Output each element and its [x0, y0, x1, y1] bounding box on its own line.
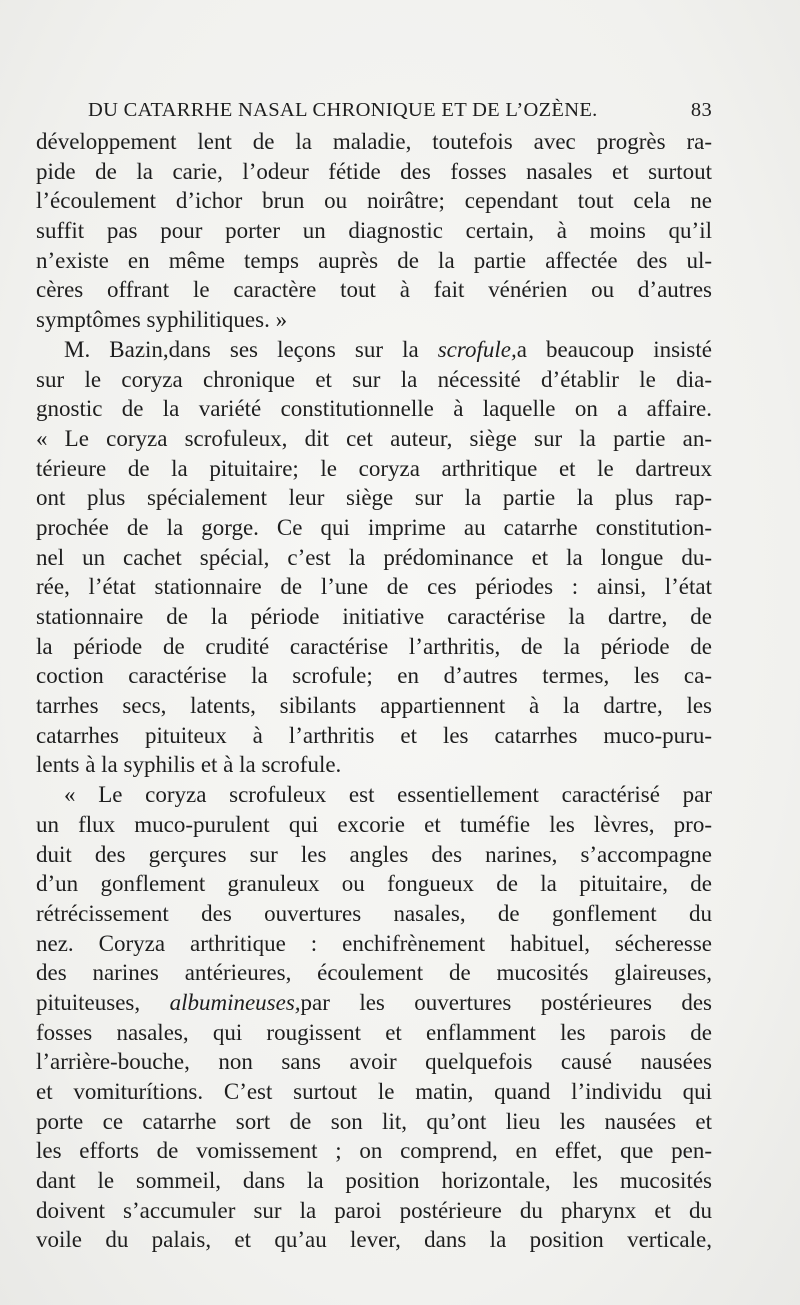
text-segment: par les ouvertures postérieures des: [300, 989, 712, 1015]
text-segment: pituiteuses,: [36, 989, 170, 1015]
text-line: et vomiturítions. C’est surtout le matin, quand l’individu qui: [36, 1079, 712, 1104]
text-line: pide de la carie, l’odeur fétide des fosses nasales et surtout: [36, 158, 712, 184]
text-line: l’arrière-bouche, non sans avoir quelquefois causé nausées: [36, 1049, 712, 1075]
text-line: symptômes syphilitiques. »: [36, 307, 288, 333]
text-line: rée, l’état stationnaire de l’une de ces périodes : ainsi, l’état: [36, 574, 712, 600]
text-line: stationnaire de la période initiative caractérise la dartre, de: [36, 604, 712, 629]
text-segment: a beaucoup insisté: [516, 336, 712, 362]
text-line: voile du palais, et qu’au lever, dans la position verticale,: [36, 1227, 712, 1253]
text-line: lents à la syphilis et à la scrofule.: [36, 752, 342, 778]
text-line: « Le coryza scrofuleux, dit cet auteur, siège sur la partie an-: [36, 425, 712, 451]
text-line: nel un cachet spécial, c’est la prédominance et la longue du-: [36, 544, 712, 570]
text-segment: M. Bazin,dans ses leçons sur la: [64, 336, 438, 362]
italic-term: scrofule,: [437, 336, 517, 362]
text-line: porte ce catarrhe sort de son lit, qu’ont lieu les nausées et: [36, 1108, 712, 1134]
text-line: coction caractérise la scrofule; en d’autres termes, les ca-: [36, 663, 712, 689]
text-line: les efforts de vomissement ; on comprend, en effet, que pen-: [36, 1138, 712, 1164]
text-line: cères offrant le caractère tout à fait vénérien ou d’autres: [36, 277, 712, 303]
italic-term: albumineuses,: [169, 989, 301, 1015]
text-line: ont plus spécialement leur siège sur la partie la plus rap-: [36, 485, 712, 511]
text-line: la période de crudité caractérise l’arthritis, de la période de: [36, 633, 712, 659]
text-line: doivent s’accumuler sur la paroi postérieure du pharynx et du: [36, 1197, 712, 1223]
text-line: duit des gerçures sur les angles des narines, s’accompagne: [36, 841, 712, 867]
text-line: n’existe en même temps auprès de la partie affectée des ul-: [36, 247, 712, 273]
text-line: sur le coryza chronique et sur la nécessité d’établir le dia-: [36, 366, 712, 392]
text-line: fosses nasales, qui rougissent et enflamment les parois de: [36, 1019, 712, 1045]
text-line: prochée de la gorge. Ce qui imprime au catarrhe constitution-: [36, 514, 712, 540]
text-line: [36, 335, 712, 365]
body-text: [36, 127, 712, 1255]
text-line: « Le coryza scrofuleux est essentiellement caractérisé par: [64, 782, 712, 808]
text-line: développement lent de la maladie, toutefois avec progrès ra-: [36, 129, 712, 154]
text-line: catarrhes pituiteux à l’arthritis et les catarrhes muco-puru-: [36, 722, 712, 748]
text-line: tarrhes secs, latents, sibilants appartiennent à la dartre, les: [36, 693, 712, 719]
page-number: 83: [690, 99, 712, 121]
text-line: nez. Coryza arthritique : enchifrènement habituel, sécheresse: [36, 930, 712, 956]
text-line: des narines antérieures, écoulement de mucosités glaireuses,: [36, 960, 712, 986]
text-line: l’écoulement d’ichor brun ou noirâtre; cependant tout cela ne: [36, 188, 712, 214]
text-line: gnostic de la variété constitutionnelle à laquelle on a affaire.: [36, 396, 712, 422]
running-title: DU CATARRHE NASAL CHRONIQUE ET DE L’OZÈNE.: [88, 99, 598, 121]
text-line: suffit pas pour porter un diagnostic certain, à moins qu’il: [36, 218, 712, 244]
text-line: rétrécissement des ouvertures nasales, de gonflement du: [36, 900, 712, 926]
text-line: térieure de la pituitaire; le coryza arthritique et le dartreux: [36, 455, 712, 481]
running-head: [36, 95, 712, 125]
text-line: [36, 988, 712, 1018]
text-line: dant le sommeil, dans la position horizontale, les mucosités: [36, 1168, 712, 1194]
text-line: un flux muco-purulent qui excorie et tuméfie les lèvres, pro-: [36, 811, 712, 837]
text-line: d’un gonflement granuleux ou fongueux de la pituitaire, de: [36, 871, 712, 897]
